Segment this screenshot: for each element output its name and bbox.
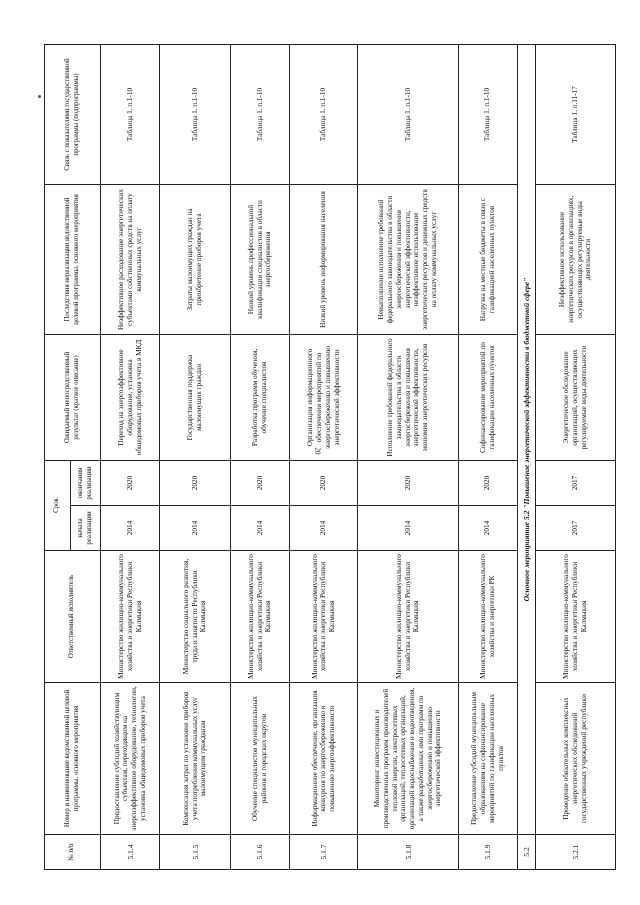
table-row: [358, 44, 458, 869]
row-num: 5.1.4: [101, 835, 160, 870]
row-name: Компенсация затрат по установке приборов учета потребления коммунальных услуг малоимущим гражданам: [160, 683, 231, 835]
row-end: 2020: [458, 460, 517, 505]
section-title: Основное мероприятие 5.2 "Повышение энергетической эффективности в бюджетной сфере": [517, 44, 535, 834]
header-row-1: [45, 44, 71, 869]
row-start: 2014: [160, 506, 231, 551]
row-consequences: Затраты малоимущих граждан на приобретение приборов учета: [160, 184, 231, 334]
row-name: Мониторинг инвестиционных и производственных программ производителей тепловой энергии, электросетевых организаций, теплосетевых организаций, организаций водоснабжения и водоотведения, а также разработанных ими программ по энергосбережению и повышению энергетической эффективности: [358, 683, 458, 835]
row-consequences: Неэффективное использование энергетических ресурсов в организациях, осуществляющих регулируемые виды деятельности: [536, 184, 616, 334]
table-row: [536, 44, 616, 869]
row-result: Государственная поддержка малоимущих граждан: [160, 334, 231, 460]
row-consequences: Низкий уровень профессиональной квалификации специалистов в области энергосбережения: [230, 184, 289, 334]
row-name: Предоставление субсидий муниципальным образованиям на софинансирование мероприятий по газификации населенных пунктов: [458, 683, 517, 835]
header-result: Ожидаемый непосредственный результат (краткое описание): [45, 334, 101, 460]
row-end: 2020: [160, 460, 231, 505]
row-num: 5.1.7: [290, 835, 358, 870]
header-name: Номер и наименование ведомственной целевой программы, основного мероприятия: [45, 683, 101, 835]
row-start: 2014: [101, 506, 160, 551]
row-end: 2020: [358, 460, 458, 505]
row-start: 2014: [230, 506, 289, 551]
row-link: Таблица 1. п.1-10: [160, 44, 231, 184]
row-start: 2014: [358, 506, 458, 551]
table-row: [230, 44, 289, 869]
row-executor: Министерство жилищно-коммунального хозяйства и энергетики Республики Калмыкия: [230, 551, 289, 683]
row-end: 2017: [536, 460, 616, 505]
row-executor: Министерство жилищно-коммунального хозяйства и энергетики Республики Калмыкия: [536, 551, 616, 683]
row-link: Таблица 1. п.1-10: [290, 44, 358, 184]
row-link: Таблица 1. п.1-10: [358, 44, 458, 184]
section-num: 5.2: [517, 835, 535, 870]
row-executor: Министерство жилищно-коммунального хозяйства и энергетики Республики Калмыкия: [101, 551, 160, 683]
row-result: Разработка программ обучения, обучение специалистов: [230, 334, 289, 460]
row-result: Организация информационного обеспечения мероприятий по энергосбережению и повышению энергетической эффективности: [290, 334, 358, 460]
header-link: Связь с показателями государственной программы (подпрограммы): [45, 44, 101, 184]
row-num: 5.1.8: [358, 835, 458, 870]
table-row: [160, 44, 231, 869]
program-table: [44, 44, 616, 870]
row-start: 2014: [290, 506, 358, 551]
row-num: 5.1.6: [230, 835, 289, 870]
row-consequences: Невыполнение исполнение требований федерального законодательства в области энергосбережения и повышения энергетической эффективности, неэффективное использование энергетических ресурсов и денежных средств на оплату коммунальных услуг: [358, 184, 458, 334]
section-row: [517, 44, 535, 869]
row-consequences: Неэффективное расходование энергетических субъектами собственных средств на оплату коммунальных услуг: [101, 184, 160, 334]
row-num: 5.1.5: [160, 835, 231, 870]
row-result: Энергетическое обследование организаций, осуществляющих регулируемые виды деятельности: [536, 334, 616, 460]
row-end: 2020: [101, 460, 160, 505]
row-consequences: Нагрузка на местные бюджеты в связи с газификацией населенных пунктов: [458, 184, 517, 334]
row-executor: Министерство социального развития, труда и занятости Республики Калмыкия: [160, 551, 231, 683]
row-result: Софинансирование мероприятий по газификации населенных пунктов: [458, 334, 517, 460]
header-start: начала реализации: [71, 506, 101, 551]
row-name: Обучение специалистов муниципальных районов и городских округов: [230, 683, 289, 835]
row-end: 2020: [230, 460, 289, 505]
table-row: [101, 44, 160, 869]
row-result: Переход на энергоэффективное оборудование, установка общедомовых приборов учета в МКД: [101, 334, 160, 460]
header-num: № п/п: [45, 835, 101, 870]
rotated-page: [44, 45, 616, 870]
header-end: окончания реализации: [71, 460, 101, 505]
row-link: Таблица 1. п.1-10: [101, 44, 160, 184]
row-end: 2020: [290, 460, 358, 505]
scan-mark: [38, 95, 41, 98]
table-row: [290, 44, 358, 869]
row-name: Предоставление субсидий хозяйствующим субъектам, переходящим на энергоэффективное оборудование, технологии, установка общедомовых приборов учета: [101, 683, 160, 835]
row-name: Информационное обеспечение, организация конкурсов по энергосбережению и повышению энергоэффективности: [290, 683, 358, 835]
row-link: Таблица 1. п.11-17: [536, 44, 616, 184]
row-num: 5.1.9: [458, 835, 517, 870]
row-consequences: Низкий уровень информирования населения: [290, 184, 358, 334]
row-executor: Министерство жилищно-коммунального хозяйства и энергетики РК: [458, 551, 517, 683]
table-row: [458, 44, 517, 869]
page-number: 20: [313, 447, 322, 455]
row-start: 2014: [458, 506, 517, 551]
row-executor: Министерство жилищно-коммунального хозяйства и энергетики Республики Калмыкия: [290, 551, 358, 683]
header-term: Срок: [45, 460, 71, 550]
row-link: Таблица 1. п.1-10: [458, 44, 517, 184]
row-result: Исполнение требований федерального законодательства в области энергосбережения и повышения энергетической эффективности, экономия энергетических ресурсов: [358, 334, 458, 460]
header-consequences: Последствия нереализации ведомственной целевой программы, основного мероприятия: [45, 184, 101, 334]
row-link: Таблица 1. п.1-10: [230, 44, 289, 184]
row-num: 5.2.1: [536, 835, 616, 870]
row-start: 2017: [536, 506, 616, 551]
header-executor: Ответственный исполнитель: [45, 551, 101, 683]
row-executor: Министерство жилищно-коммунального хозяйства и энергетики Республики Калмыкия: [358, 551, 458, 683]
row-name: Проведение обязательных комплексных энергетических обследований государственных учреждений республики: [536, 683, 616, 835]
